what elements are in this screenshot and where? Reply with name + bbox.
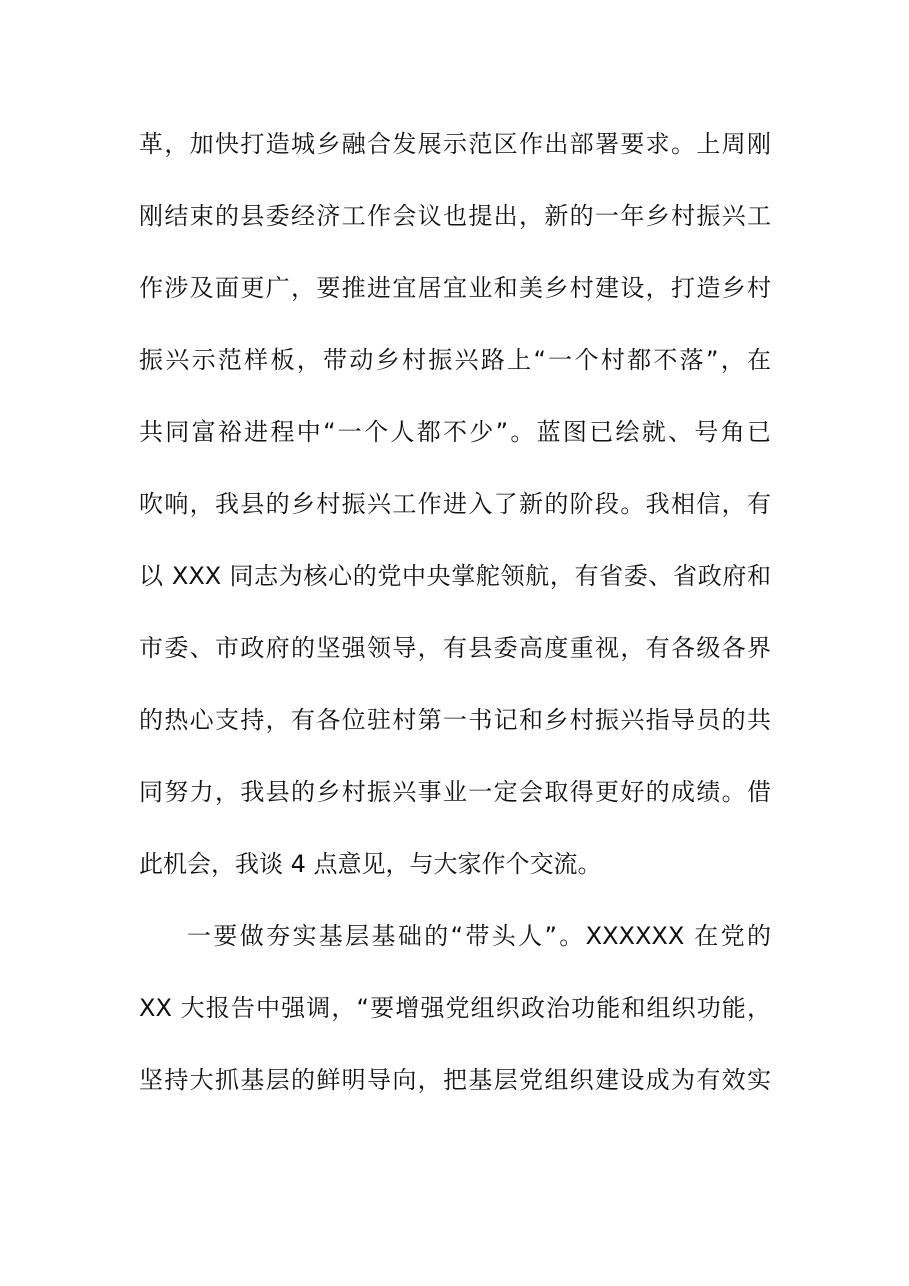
text-line-6: 吹响，我县的乡村振兴工作进入了新的阶段。我相信，有 — [139, 490, 771, 518]
text-line-3: 作涉及面更广，要推进宜居宜业和美乡村建设，打造乡村 — [139, 274, 771, 302]
text-line-9: 的热心支持，有各位驻村第一书记和乡村振兴指导员的共 — [139, 706, 771, 734]
text-line-11: 此机会，我谈 4 点意见，与大家作个交流。 — [139, 850, 602, 878]
paragraph-start-line: 一要做夯实基层基础的“带头人”。XXXXXX 在党的 — [187, 922, 771, 950]
text-line-8: 市委、市政府的坚强领导，有县委高度重视，有各级各界 — [139, 634, 771, 662]
text-line-13: XX 大报告中强调，“要增强党组织政治功能和组织功能， — [139, 994, 771, 1022]
text-line-10: 同努力，我县的乡村振兴事业一定会取得更好的成绩。借 — [139, 778, 771, 806]
text-line-7: 以 XXX 同志为核心的党中央掌舵领航，有省委、省政府和 — [139, 562, 771, 590]
text-line-2: 刚结束的县委经济工作会议也提出，新的一年乡村振兴工 — [139, 202, 771, 230]
text-line-14: 坚持大抓基层的鲜明导向，把基层党组织建设成为有效实 — [139, 1066, 771, 1094]
text-line-5: 共同富裕进程中“一个人都不少”。蓝图已绘就、号角已 — [139, 418, 771, 446]
text-line-1: 革，加快打造城乡融合发展示范区作出部署要求。上周刚 — [139, 130, 771, 158]
text-line-4: 振兴示范样板，带动乡村振兴路上“一个村都不落”，在 — [139, 346, 771, 374]
